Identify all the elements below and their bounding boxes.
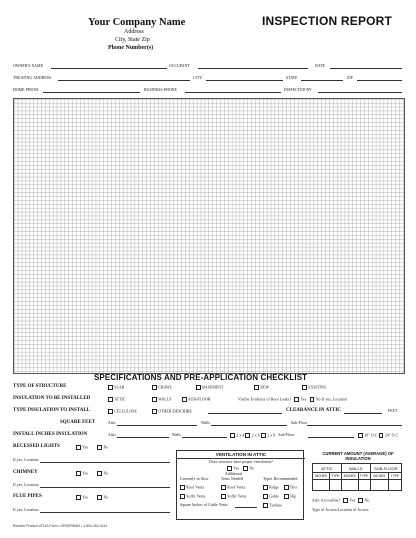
checkbox-icon bbox=[263, 485, 268, 490]
cell-input[interactable] bbox=[329, 480, 341, 491]
type-other[interactable] bbox=[152, 409, 192, 414]
home-phone-field[interactable] bbox=[43, 92, 140, 93]
type-hip[interactable] bbox=[284, 494, 296, 499]
structure-slab[interactable] bbox=[108, 385, 124, 390]
city-field[interactable] bbox=[206, 80, 283, 81]
checkbox-icon bbox=[284, 485, 289, 490]
gable-square-inches-field[interactable] bbox=[235, 507, 257, 508]
cell-input[interactable] bbox=[358, 480, 370, 491]
option-label: CELLULOSE bbox=[114, 409, 137, 414]
stud-options bbox=[230, 433, 295, 438]
col-attic: ATTIC bbox=[313, 464, 342, 473]
type-turbine[interactable] bbox=[263, 503, 282, 508]
subcol-inches: INCHES bbox=[370, 473, 388, 480]
checkbox-icon bbox=[254, 385, 259, 390]
inches-subfloor-label: Sub-Floor bbox=[278, 433, 295, 438]
access-type-label: Type of Access/Location of Access bbox=[312, 508, 369, 512]
roof-leaks-label: Visible Evidence of Roof Leaks? bbox=[238, 397, 292, 402]
checkbox-icon bbox=[108, 385, 113, 390]
subcol-type: TYPE bbox=[388, 473, 401, 480]
type-disc[interactable] bbox=[284, 485, 298, 490]
hip-label: Hip bbox=[290, 494, 297, 499]
inches-walls-field[interactable] bbox=[182, 437, 227, 438]
type-ridge[interactable] bbox=[263, 485, 279, 490]
checkbox-icon bbox=[221, 485, 226, 490]
owners-name-field[interactable] bbox=[51, 68, 167, 69]
city-label: CITY bbox=[193, 76, 203, 80]
checkbox-icon bbox=[108, 409, 113, 414]
business-phone-label: BUSINESS PHONE bbox=[144, 88, 177, 92]
turbine-label: Turbine bbox=[269, 503, 282, 508]
treating-address-label: TREATING ADDRESS bbox=[13, 76, 52, 80]
roof-vents-label: Roof Vents bbox=[227, 485, 246, 490]
option-label: NEW bbox=[260, 385, 270, 390]
checkbox-icon bbox=[263, 494, 268, 499]
structure-basement[interactable] bbox=[196, 385, 224, 390]
checkbox-icon[interactable] bbox=[261, 433, 266, 438]
state-label: STATE bbox=[286, 76, 298, 80]
stud-2x6-label: 2 x 6 bbox=[251, 433, 260, 438]
no-label: No bbox=[103, 495, 109, 500]
checkbox-icon[interactable] bbox=[310, 397, 315, 402]
flue-location-label: If yes, Location bbox=[13, 508, 39, 512]
date-field[interactable] bbox=[330, 68, 402, 69]
checkbox-icon[interactable] bbox=[358, 498, 363, 503]
option-label: WALLS bbox=[158, 397, 172, 402]
checkbox-icon[interactable] bbox=[243, 466, 248, 471]
checkbox-icon bbox=[196, 385, 201, 390]
ventilation-box bbox=[176, 450, 304, 520]
roof-vents-current[interactable] bbox=[180, 485, 204, 490]
type-of-structure-label: TYPE OF STRUCTURE bbox=[13, 384, 67, 389]
company-city: City, State Zip bbox=[115, 37, 150, 43]
currently-label: Currently in Attic bbox=[180, 477, 209, 481]
checkbox-icon[interactable] bbox=[294, 397, 299, 402]
cell-input[interactable] bbox=[341, 480, 358, 491]
oc-options bbox=[358, 433, 398, 438]
chimney-location-field[interactable] bbox=[40, 487, 170, 488]
clearance-label: CLEARANCE IN ATTIC bbox=[286, 408, 341, 413]
types-recommended-label: Types Recommended bbox=[263, 477, 298, 481]
report-title: INSPECTION REPORT bbox=[262, 14, 393, 28]
roof-leaks-question bbox=[238, 397, 347, 402]
clearance-field[interactable] bbox=[344, 413, 382, 414]
occupant-field[interactable] bbox=[198, 68, 308, 69]
install-inches-label: INSTALL INCHES INSULATION bbox=[13, 432, 88, 437]
option-label: BASEMENT bbox=[202, 385, 224, 390]
flue-yes-no bbox=[76, 495, 108, 500]
checkbox-icon[interactable] bbox=[245, 433, 250, 438]
ventilation-question: Does structure have proper ventilation? bbox=[209, 460, 273, 464]
feet-label: FEET bbox=[388, 409, 398, 413]
subcol-type: TYPE bbox=[331, 474, 340, 478]
recessed-lights-label: RECESSED LIGHTS bbox=[13, 444, 60, 449]
chimney-label: CHIMNEY bbox=[13, 470, 38, 475]
yes-label: Yes bbox=[300, 397, 307, 402]
occupant-label: OCCUPANT bbox=[169, 64, 190, 68]
option-label: SUB-FLOOR bbox=[188, 397, 211, 402]
installed-walls[interactable] bbox=[152, 397, 171, 402]
insulation-installed-label: INSULATION TO BE INSTALLED bbox=[13, 396, 91, 401]
ventilation-divider bbox=[177, 458, 305, 459]
current-amount-table bbox=[312, 463, 402, 491]
business-phone-field[interactable] bbox=[185, 92, 281, 93]
home-phone-label: HOME PHONE bbox=[13, 88, 39, 92]
company-name: Your Company Name bbox=[88, 17, 186, 28]
yes-label: Yes bbox=[233, 466, 240, 471]
gable-label: Gable bbox=[269, 494, 279, 499]
company-phone: Phone Number(s) bbox=[108, 45, 154, 51]
col-subfloor: SUB-FLOOR bbox=[370, 464, 401, 473]
installed-attic[interactable] bbox=[108, 397, 126, 402]
zip-label: ZIP bbox=[347, 76, 353, 80]
structure-existing[interactable] bbox=[302, 385, 327, 390]
type-cellulose[interactable] bbox=[108, 409, 137, 414]
subcol-type: TYPE bbox=[359, 474, 369, 478]
sqft-subfloor-label: Sub-Floor bbox=[291, 421, 308, 425]
inches-walls-label: Walls bbox=[172, 433, 182, 437]
flue-pipes-label: FLUE PIPES bbox=[13, 494, 42, 499]
inspected-by-label: INSPECTED BY bbox=[284, 88, 312, 92]
structure-crawl[interactable] bbox=[152, 385, 172, 390]
installed-subfloor[interactable] bbox=[182, 397, 210, 402]
yes-label: Yes bbox=[82, 471, 89, 476]
cell-input[interactable] bbox=[370, 480, 388, 491]
no-label: No bbox=[364, 498, 370, 503]
attic-accessible-label: Attic Accessible? bbox=[312, 498, 341, 503]
checkbox-icon bbox=[180, 485, 185, 490]
soffit-vents-label: Soffit Vents bbox=[186, 494, 206, 499]
option-label: SLAB bbox=[114, 385, 125, 390]
yes-label: Yes bbox=[349, 498, 356, 503]
checkbox-icon[interactable] bbox=[343, 498, 348, 503]
zip-field[interactable] bbox=[357, 80, 402, 81]
no-label: No bbox=[315, 397, 321, 402]
checkbox-icon[interactable] bbox=[358, 433, 363, 438]
option-label: OTHER-DESCRIBE bbox=[158, 409, 192, 414]
checkbox-icon bbox=[152, 385, 157, 390]
treating-address-field[interactable] bbox=[58, 80, 190, 81]
checkbox-icon bbox=[221, 494, 226, 499]
chimney-location-label: If yes, Location bbox=[13, 483, 39, 487]
type-insulation-label: TYPE INSULATION TO INSTALL bbox=[13, 408, 91, 413]
flue-location-field[interactable] bbox=[40, 512, 170, 513]
checkbox-icon bbox=[302, 385, 307, 390]
structure-new[interactable] bbox=[254, 385, 269, 390]
yes-label: Yes bbox=[82, 445, 89, 450]
sqft-attic-field[interactable] bbox=[117, 425, 197, 426]
state-field[interactable] bbox=[301, 80, 343, 81]
inches-subfloor-field[interactable] bbox=[308, 437, 354, 438]
soffit-vents-needed[interactable] bbox=[221, 494, 246, 499]
ventilation-yes-no bbox=[227, 466, 254, 471]
option-label: CRAWL bbox=[158, 385, 173, 390]
checkbox-icon[interactable] bbox=[379, 433, 384, 438]
company-address: Address bbox=[124, 29, 144, 35]
cell-input[interactable] bbox=[313, 480, 330, 491]
roof-vents-needed[interactable] bbox=[221, 485, 245, 490]
stud-2x4-label: 2 x 4 bbox=[236, 433, 245, 438]
col-walls: WALLS bbox=[341, 464, 370, 473]
recessed-location-field[interactable] bbox=[40, 462, 170, 463]
checkbox-icon bbox=[182, 397, 187, 402]
type-gable[interactable] bbox=[263, 494, 279, 499]
square-feet-label: SQUARE FEET bbox=[60, 420, 96, 425]
sqft-attic-label: Attic bbox=[108, 421, 117, 425]
checkbox-icon[interactable] bbox=[76, 471, 81, 476]
owners-name-label: OWNER'S NAME bbox=[13, 64, 44, 68]
additional-label: Additional bbox=[225, 472, 243, 476]
checkbox-icon bbox=[152, 409, 157, 414]
stud-2x8-label: 2 x 8 bbox=[267, 433, 276, 438]
checklist-title: SPECIFICATIONS AND PRE-APPLICATION CHECKLIST bbox=[94, 373, 308, 382]
no-label: No bbox=[103, 445, 109, 450]
inches-attic-field[interactable] bbox=[117, 437, 169, 438]
location-label: If yes, Location bbox=[321, 397, 348, 402]
option-label: ATTIC bbox=[114, 397, 126, 402]
sqft-walls-field[interactable] bbox=[211, 425, 287, 426]
soffit-vents-label: Soffit Vents bbox=[227, 494, 247, 499]
roof-vents-label: Roof Vents bbox=[186, 485, 205, 490]
no-label: No bbox=[103, 471, 109, 476]
checkbox-icon bbox=[152, 397, 157, 402]
ridge-label: Ridge bbox=[269, 485, 279, 490]
checkbox-icon bbox=[180, 494, 185, 499]
checkbox-icon[interactable] bbox=[97, 445, 102, 450]
option-label: EXISTING bbox=[308, 385, 327, 390]
checkbox-icon[interactable] bbox=[230, 433, 235, 438]
subcol-inches: INCHES bbox=[341, 473, 358, 480]
ventilation-title: VENTILATION IN ATTIC bbox=[215, 452, 267, 457]
disc-label: Disc bbox=[290, 485, 298, 490]
inspected-by-field[interactable] bbox=[318, 92, 402, 93]
oc-24-label: 24" O.C bbox=[384, 433, 399, 438]
attic-accessible bbox=[312, 498, 370, 503]
checkbox-icon[interactable] bbox=[227, 466, 232, 471]
inches-attic-label: Attic bbox=[108, 433, 117, 437]
current-amount-title: CURRENT AMOUNT (AVERAGE) OF INSULATION bbox=[322, 451, 394, 461]
checkbox-icon[interactable] bbox=[76, 495, 81, 500]
checkbox-icon bbox=[263, 503, 268, 508]
gable-square-inches-label: Square Inches of Gable Vents bbox=[180, 503, 228, 507]
no-label: No bbox=[249, 466, 255, 471]
oc-16-label: 16" O.C bbox=[364, 433, 378, 438]
yes-label: Yes bbox=[82, 495, 89, 500]
subcol-inches: INCHES bbox=[313, 473, 330, 480]
checkbox-icon[interactable] bbox=[97, 495, 102, 500]
recessed-location-label: If yes, Location bbox=[13, 458, 39, 462]
checkbox-icon[interactable] bbox=[76, 445, 81, 450]
checkbox-icon bbox=[284, 494, 289, 499]
vents-needed-label: Vents Needed bbox=[221, 477, 244, 481]
sqft-subfloor-field[interactable] bbox=[307, 425, 402, 426]
date-label: DATE bbox=[315, 64, 326, 68]
chimney-yes-no bbox=[76, 471, 108, 476]
recessed-yes-no bbox=[76, 445, 108, 450]
checkbox-icon[interactable] bbox=[97, 471, 102, 476]
other-describe-field[interactable] bbox=[208, 413, 282, 414]
cell-input[interactable] bbox=[388, 480, 401, 491]
sqft-walls-label: Walls bbox=[201, 421, 211, 425]
sketch-grid[interactable] bbox=[13, 98, 405, 374]
checkbox-icon bbox=[108, 397, 113, 402]
reorder-footer: Reorder Product #T140-Form • ORDERMAX • 1-800-262-4411 bbox=[13, 524, 108, 528]
soffit-vents-current[interactable] bbox=[180, 494, 205, 499]
